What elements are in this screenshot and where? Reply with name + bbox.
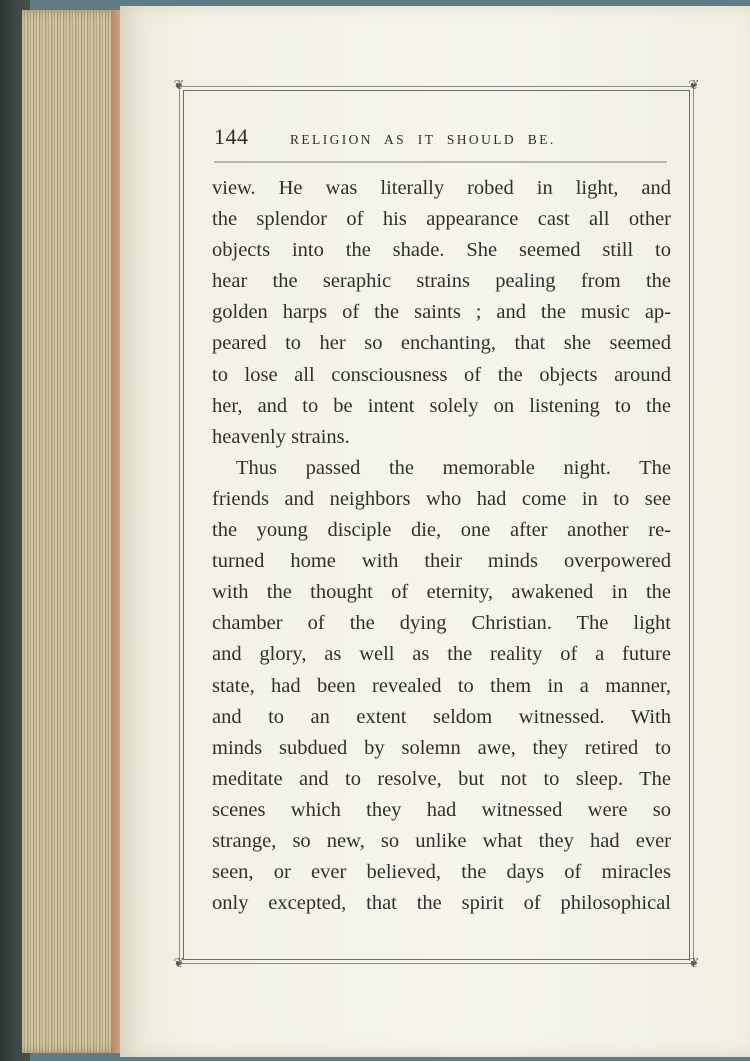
- page-edges: [22, 10, 122, 1053]
- text-line: peared to her so enchanting, that she seemed: [212, 332, 671, 355]
- text-line: only excepted, that the spirit of philosophical: [212, 892, 671, 915]
- text-line: and glory, as well as the reality of a future: [212, 643, 671, 666]
- text-line: to lose all consciousness of the objects around: [212, 363, 671, 386]
- text-line: minds subdued by solemn awe, they retired to: [212, 736, 671, 759]
- text-line: her, and to be intent solely on listening to the: [212, 394, 671, 417]
- text-line: scenes which they had witnessed were so: [212, 798, 671, 821]
- corner-ornament-icon: ❦: [173, 956, 185, 971]
- page-header: [214, 124, 670, 160]
- text-line: with the thought of eternity, awakened in the: [212, 581, 671, 604]
- text-line: friends and neighbors who had come in to see: [212, 487, 671, 510]
- text-line: hear the seraphic strains pealing from the: [212, 270, 671, 293]
- text-line: the splendor of his appearance cast all other: [212, 208, 671, 231]
- page-number: 144: [214, 124, 249, 149]
- text-line: Thus passed the memorable night. The: [236, 456, 671, 479]
- text-line: the young disciple die, one after another re-: [212, 519, 671, 542]
- text-line: objects into the shade. She seemed still to: [212, 239, 671, 262]
- corner-ornament-icon: ❦: [688, 78, 700, 93]
- running-head: RELIGION AS IT SHOULD BE.: [290, 132, 556, 147]
- text-line: and to an extent seldom witnessed. With: [212, 705, 671, 728]
- text-line: golden harps of the saints ; and the music ap-: [212, 301, 671, 324]
- corner-ornament-icon: ❦: [173, 78, 185, 93]
- text-line: heavenly strains.: [212, 425, 350, 448]
- text-line: strange, so new, so unlike what they had ever: [212, 829, 671, 852]
- text-line: state, had been revealed to them in a manner,: [212, 674, 671, 697]
- wavy-rule: [214, 158, 668, 166]
- text-line: seen, or ever believed, the days of miracles: [212, 861, 671, 884]
- text-line: view. He was literally robed in light, and: [212, 177, 671, 199]
- corner-ornament-icon: ❦: [688, 956, 700, 971]
- text-line: meditate and to resolve, but not to sleep. The: [212, 767, 671, 790]
- text-line: chamber of the dying Christian. The light: [212, 612, 671, 635]
- text-line: turned home with their minds overpowered: [212, 550, 671, 573]
- body-text: [212, 173, 671, 919]
